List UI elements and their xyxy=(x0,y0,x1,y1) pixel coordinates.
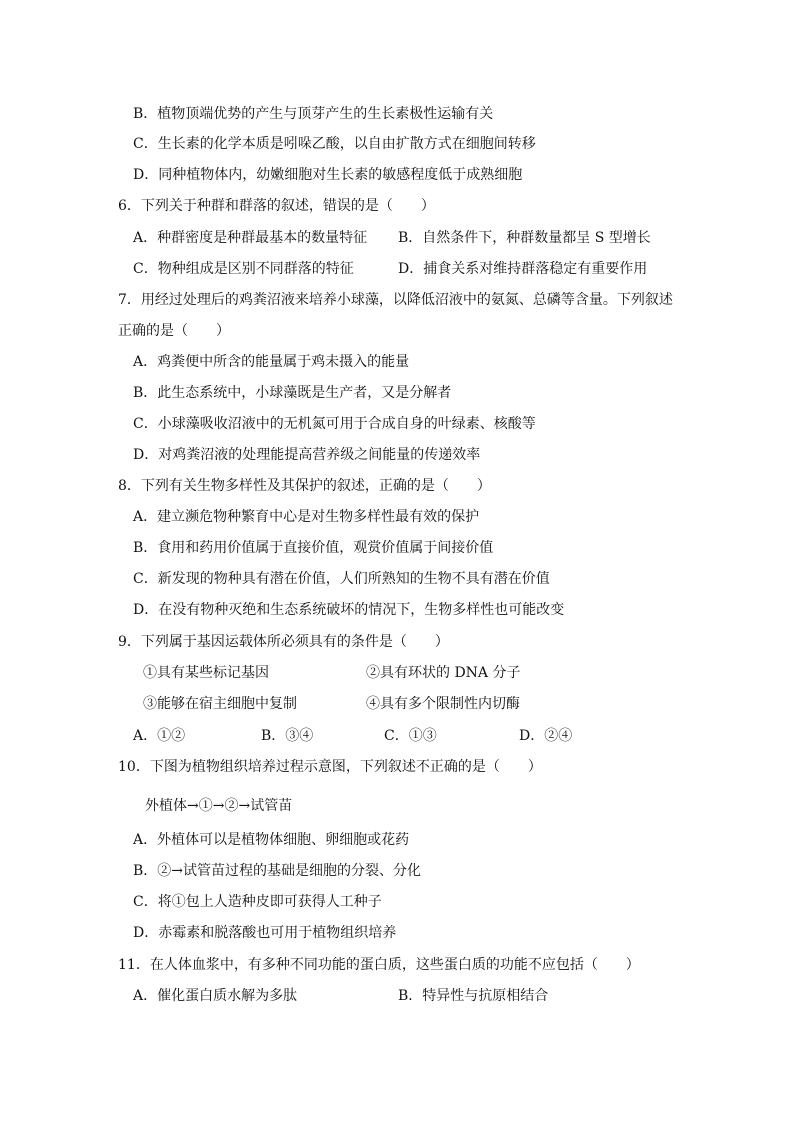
q7-option-b: B．此生态系统中，小球藻既是生产者，又是分解者 xyxy=(133,385,452,401)
q11-option-a: A．催化蛋白质水解为多肽 xyxy=(133,988,298,1004)
q9-statement-3: ③能够在宿主细胞中复制 xyxy=(143,696,297,712)
q10-option-b: B．②→试管苗过程的基础是细胞的分裂、分化 xyxy=(133,863,422,879)
q7-option-d: D．对鸡粪沼液的处理能提高营养级之间能量的传递效率 xyxy=(133,447,481,463)
q8-option-c: C．新发现的物种具有潜在价值，人们所熟知的生物不具有潜在价值 xyxy=(133,571,550,587)
q11-option-b: B．特异性与抗原相结合 xyxy=(398,988,549,1004)
q5-option-d: D．同种植物体内，幼嫩细胞对生长素的敏感程度低于成熟细胞 xyxy=(133,167,523,183)
q9-statement-2: ②具有环状的 DNA 分子 xyxy=(366,665,521,681)
q10-option-c: C．将①包上人造种皮即可获得人工种子 xyxy=(133,894,382,910)
q7-option-c: C．小球藻吸收沼液中的无机氮可用于合成自身的叶绿素、核酸等 xyxy=(133,416,536,432)
q9-statement-1: ①具有某些标记基因 xyxy=(143,665,269,681)
q6-option-d: D．捕食关系对维持群落稳定有重要作用 xyxy=(398,261,648,277)
q5-option-c: C．生长素的化学本质是吲哚乙酸，以自由扩散方式在细胞间转移 xyxy=(133,136,536,152)
q8-option-b: B．食用和药用价值属于直接价值，观赏价值属于间接价值 xyxy=(133,540,494,556)
question-7-line2: 正确的是（ ） xyxy=(118,323,230,339)
question-9: 9．下列属于基因运载体所必须具有的条件是（ ） xyxy=(118,634,449,650)
q9-option-a: A．①② xyxy=(133,728,186,744)
q6-option-c: C．物种组成是区别不同群落的特征 xyxy=(133,261,354,277)
q5-option-b: B．植物顶端优势的产生与顶芽产生的生长素极性运输有关 xyxy=(133,106,494,122)
q7-option-a: A．鸡粪便中所含的能量属于鸡未摄入的能量 xyxy=(133,354,410,370)
question-10: 10．下图为植物组织培养过程示意图，下列叙述不正确的是（ ） xyxy=(118,759,542,775)
q8-option-a: A．建立濒危物种繁育中心是对生物多样性最有效的保护 xyxy=(133,509,480,525)
question-7-line1: 7．用经过处理后的鸡粪沼液来培养小球藻，以降低沼液中的氨氮、总磷等含量。下列叙述 xyxy=(118,292,673,308)
question-8: 8．下列有关生物多样性及其保护的叙述，正确的是（ ） xyxy=(118,478,491,494)
q9-option-b: B．③④ xyxy=(261,728,314,744)
q10-flow-diagram: 外植体→①→②→试管苗 xyxy=(145,798,293,814)
q6-option-a: A．种群密度是种群最基本的数量特征 xyxy=(133,230,368,246)
question-11: 11．在人体血浆中，有多种不同功能的蛋白质，这些蛋白质的功能不应包括（ ） xyxy=(118,957,640,973)
q9-statement-4: ④具有多个限制性内切酶 xyxy=(366,696,520,712)
q10-option-d: D．赤霉素和脱落酸也可用于植物组织培养 xyxy=(133,925,397,941)
q6-option-b: B．自然条件下，种群数量都呈 S 型增长 xyxy=(398,230,651,246)
q10-option-a: A．外植体可以是植物体细胞、卵细胞或花药 xyxy=(133,832,410,848)
q9-option-c: C．①③ xyxy=(384,728,437,744)
q9-option-d: D．②④ xyxy=(519,728,573,744)
q8-option-d: D．在没有物种灭绝和生态系统破坏的情况下，生物多样性也可能改变 xyxy=(133,602,565,618)
question-6: 6．下列关于种群和群落的叙述，错误的是（ ） xyxy=(118,198,435,214)
